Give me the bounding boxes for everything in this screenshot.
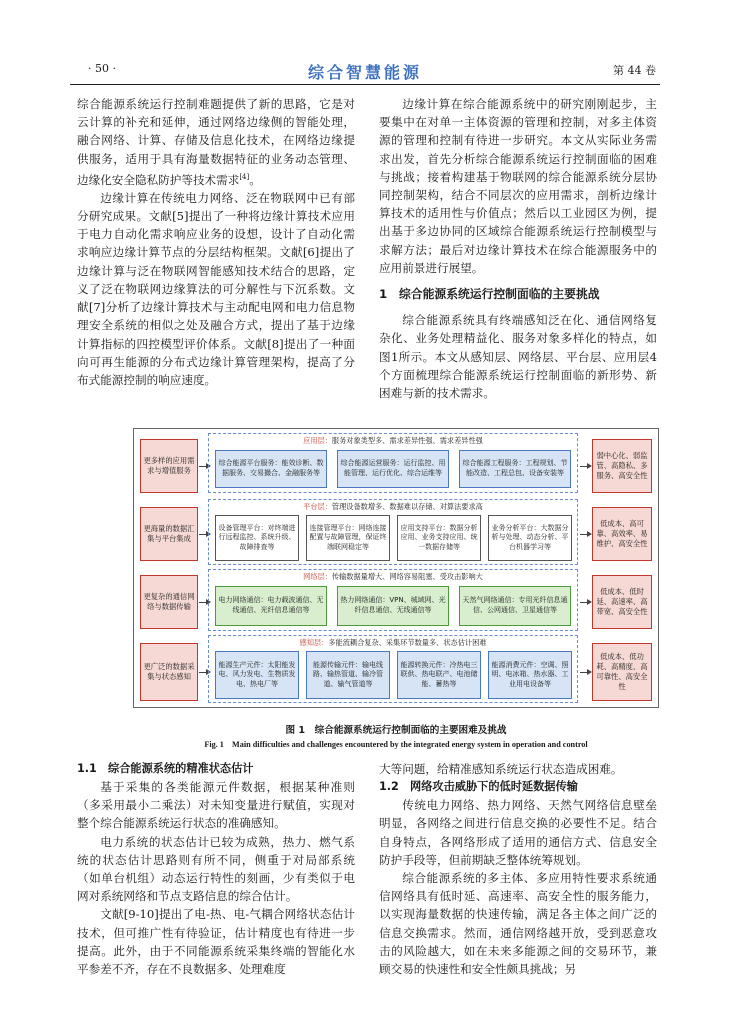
- challenge-box-perception: 更广泛的数据采集与状态感知: [140, 643, 198, 701]
- arrow: [580, 534, 588, 535]
- layer-title: 网络层：传输数据量增大、网络容易阻塞、受攻击影响大: [303, 572, 483, 581]
- volume-label: 第 44 卷: [613, 64, 656, 77]
- page-number: · 50 ·: [88, 62, 116, 75]
- service-box: 综合能源平台服务：能效诊断、数据服务、交易撮合、金融服务等: [215, 450, 327, 488]
- component-box: 能源转换元件：冷热电三联供、热电联产、电池储能、蓄热等: [397, 651, 481, 699]
- service-box: 综合能源运营服务：运行监控、用能管理、运行优化、综合运维等: [337, 450, 449, 488]
- challenge-box-platform: 更海量的数据汇集与平台集成: [140, 507, 198, 561]
- arrow: [580, 672, 588, 673]
- layer-title: 应用层：服务对象类型多、需求差异性强、需求差异性强: [303, 436, 483, 445]
- citation: [4]: [239, 172, 250, 181]
- platform-layer: [208, 499, 578, 565]
- figure-1: [133, 428, 659, 708]
- paragraph: 边缘计算在传统电力网络、泛在物联网中已有部分研究成果。文献[5]提出了一种将边缘计算技术应用于电力自动化需求响应业务的设想，设计了自动化需求响应边缘计算节点的分层结构框架。文献[6]提出了边缘计算与泛在物联网智能感知技术结合的思路，定义了泛在物联网边缘算法的可分解性与下沉系数。文献[7]分析了边缘计算技术与主动配电网和电力信息物理安全系统的相似之处及融合方式，提出了基于边缘计算指标的四控模型评价体系。文献[8]提出了一种面向可再生能源的分布式边缘计算管理架构，提高了分布式能源控制的响应速度。: [77, 190, 355, 387]
- arrow: [199, 466, 207, 467]
- paragraph: 综合能源系统的多主体、多应用特性要求系统通信网络具有低时延、高速率、高安全性的服务能力，以实现海量数据的快速传输，满足各主体之间广泛的信息交换需求。然而，通信网络越开放，受到恶意攻击的风险越大，如在未来多能源之间的交易环节，兼顾交易的快速性和安全性颇具挑战；另: [379, 871, 657, 977]
- paragraph: 电力系统的状态估计已较为成熟，热力、燃气系统的状态估计思路则有所不同，侧重于对局部系统（如单台机组）动态运行特性的刻画，少有类似于电网对系统网络和节点支路信息的综合估计。: [77, 834, 355, 904]
- paragraph: 文献[9-10]提出了电-热、电-气耦合网络状态估计技术，但可推广性有待验证，估计精度也有待进一步提高。此外，由于不同能源系统采集终端的智能化水平参差不齐，存在不良数据多、处理难度: [77, 907, 355, 977]
- layer-title: 感知层：多能流耦合复杂、采集环节数量多、状态估计困难: [299, 638, 487, 647]
- paragraph: 基于采集的各类能源元件数据，根据某种准则（多采用最小二乘法）对未知变量进行赋值，实现对整个综合能源系统运行状态的准确感知。: [77, 780, 355, 831]
- platform-box: 设备管理平台：对终端进行远程监控、系统升级、故障排查等: [215, 515, 299, 561]
- requirement-box-platform: 低成本、高可靠、高效率、易维护、高安全性: [592, 507, 652, 561]
- page-header: [70, 60, 660, 82]
- figure-caption-cn: 图 1 综合能源系统运行控制面临的主要困难及挑战: [285, 725, 507, 736]
- application-layer: [208, 433, 578, 493]
- arrow: [199, 602, 207, 603]
- network-layer: [208, 569, 578, 631]
- subsection-heading: 1.1 综合能源系统的精准状态估计: [77, 762, 254, 775]
- platform-box: 应用支持平台：数据分析应用、业务支持应用、统一数据存储等: [397, 515, 481, 561]
- arrow: [580, 466, 588, 467]
- network-box: 天然气网络通信：专用光纤信息通信、公网通信、卫星通信等: [459, 586, 571, 626]
- layer-title: 平台层：管理设备数增多、数据难以存储、对算法要求高: [303, 502, 483, 511]
- paragraph: 边缘计算在综合能源系统中的研究刚刚起步，主要集中在对单一主体资源的管理和控制，对多主体资源的管理和控制有待进一步研究。本文从实际业务需求出发，首先分析综合能源系统运行控制面临的困难与挑战；接着构建基于物联网的综合能源系统分层协同控制架构，结合不同层次的应用需求，剖析边缘计算技术的适用性与价值点；然后以工业园区为例，提出基于多边协同的区域综合能源系统运行控制模型与求解方法；最后对边缘计算技术在综合能源服务中的应用前景进行展望。: [379, 97, 657, 275]
- arrow: [199, 534, 207, 535]
- paragraph: 传统电力网络、热力网络、天然气网络信息壁垒明显，各网络之间进行信息交换的必要性不足。结合自身特点，各网络形成了适用的通信方式、信息安全防护手段等，但前期缺乏整体统筹规划。: [379, 798, 657, 867]
- subsection-heading: 1.2 网络攻击威胁下的低时延数据传输: [379, 780, 578, 794]
- section-heading: 1 综合能源系统运行控制面临的主要挑战: [379, 287, 600, 302]
- component-box: 能源消费元件：空调、照明、电冰箱、热水器、工业用电设备等: [488, 651, 572, 699]
- network-box: 热力网络通信：VPN、城域网、光纤信息通信、无线通信等: [337, 586, 449, 626]
- component-box: 能源生产元件：太阳能发电、风力发电、生物质发电、热电厂等: [215, 651, 299, 699]
- perception-layer: [208, 635, 578, 703]
- challenge-box-network: 更复杂的通信网络与数据传输: [140, 575, 198, 629]
- right-column-top: [379, 95, 657, 402]
- left-column-bottom: [77, 760, 355, 978]
- arrow: [199, 672, 207, 673]
- service-box: 综合能源工程服务：工程规划、节能改造、工程总包、设备安装等: [459, 450, 571, 488]
- right-column-bottom: [379, 760, 657, 978]
- paragraph: 综合能源系统具有终端感知泛在化、通信网络复杂化、业务处理精益化、服务对象多样化的特点，如图1所示。本文从感知层、网络层、平台层、应用层4个方面梳理综合能源系统运行控制面临的新形势、新困难与新的技术需求。: [379, 313, 657, 401]
- platform-box: 业务分析平台：大数据分析与处理、动态分析、平台机器学习等: [488, 515, 572, 561]
- network-box: 电力网络通信：电力载波通信、无线通信、光纤信息通信等: [215, 586, 327, 626]
- left-column-top: [77, 95, 355, 389]
- header-rule: [70, 84, 660, 85]
- journal-title: 综合智慧能源: [307, 63, 422, 82]
- arrow: [580, 602, 588, 603]
- requirement-box-application: 弱中心化、弱监管、高隐私、多服务、高安全性: [592, 439, 652, 493]
- platform-box: 连接管理平台：网络连接配置与故障管理，保证终端联网稳定等: [306, 515, 390, 561]
- requirement-box-network: 低成本、低时延、高速率、高带宽、高安全性: [592, 575, 652, 629]
- paragraph: 综合能源系统运行控制难题提供了新的思路，它是对云计算的补充和延伸，通过网络边缘侧的智能处理，融合网络、计算、存储及信息化技术，在网络边缘提供服务，适用于具有海量数据特征的业务动态管理、边缘化安全隐私防护等技术需求[4]。: [77, 97, 355, 187]
- paragraph: 大等问题，给精准感知系统运行状态造成困难。: [379, 762, 623, 776]
- component-box: 能源传输元件：输电线路、输热管道、输冷管道、输气管道等: [306, 651, 390, 699]
- requirement-box-perception: 低成本、低功耗、高精度、高可靠性、高安全性: [592, 643, 652, 701]
- challenge-box-application: 更多样的应用需求与增值服务: [140, 439, 198, 493]
- figure-caption-en: Fig. 1 Main difficulties and challenges encountered by the integrated energy system in operation and control: [204, 740, 588, 749]
